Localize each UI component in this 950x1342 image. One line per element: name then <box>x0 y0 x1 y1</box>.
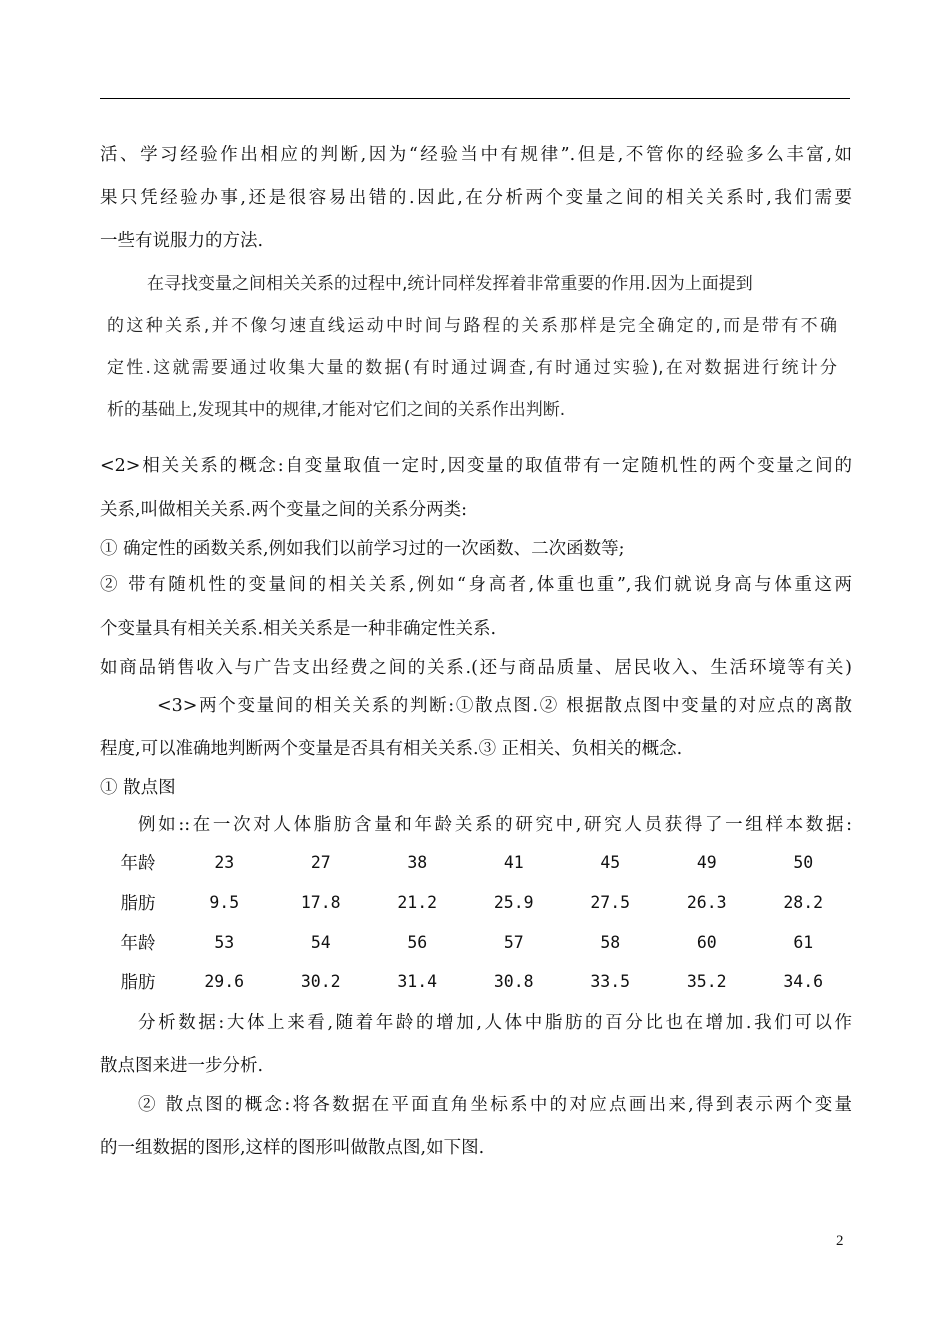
judgement-line: ① 散点图 <box>100 778 176 798</box>
quoted-paragraph-line: 的这种关系,并不像匀速直线运动中时间与路程的关系那样是完全确定的,而是带有不确 <box>107 316 837 336</box>
scatter-concept-line: ② 散点图的概念:将各数据在平面直角坐标系中的对应点画出来,得到表示两个变量 <box>138 1095 852 1115</box>
header-rule <box>100 98 850 99</box>
table-cell: 30.8 <box>493 972 534 992</box>
table-cell: 30.2 <box>300 972 341 992</box>
table-cell: 33.5 <box>590 972 631 992</box>
table-cell: 53 <box>214 932 235 952</box>
table-cell: 38 <box>407 853 428 873</box>
paragraph-line: 一些有说服力的方法. <box>100 231 264 251</box>
table-cell: 34.6 <box>783 972 824 992</box>
table-cell: 58 <box>600 932 621 952</box>
table-cell: 25.9 <box>493 893 534 913</box>
table-cell: 9.5 <box>209 893 240 913</box>
table-cell: 41 <box>503 853 524 873</box>
table-cell: 56 <box>407 932 428 952</box>
table-cell: 29.6 <box>204 972 245 992</box>
sample-data-table <box>100 843 852 1002</box>
judgement-line: <3>两个变量间的相关关系的判断:①散点图.② 根据散点图中变量的对应点的离散 <box>157 696 852 716</box>
quoted-paragraph-line: 定性.这就需要通过收集大量的数据(有时通过调查,有时通过实验),在对数据进行统计分 <box>107 358 837 378</box>
concept-line: ① 确定性的函数关系,例如我们以前学习过的一次函数、二次函数等; <box>100 539 625 559</box>
table-cell: 17.8 <box>300 893 341 913</box>
table-cell: 61 <box>793 932 814 952</box>
table-cell: 50 <box>793 853 814 873</box>
concept-line: <2>相关关系的概念:自变量取值一定时,因变量的取值带有一定随机性的两个变量之间的 <box>100 456 852 476</box>
scatter-concept-line: 的一组数据的图形,这样的图形叫做散点图,如下图. <box>100 1138 485 1158</box>
quoted-paragraph-line: 析的基础上,发现其中的规律,才能对它们之间的关系作出判断. <box>107 400 566 420</box>
row-header: 年龄 <box>120 854 156 875</box>
quoted-paragraph-line: 在寻找变量之间相关关系的过程中,统计同样发挥着非常重要的作用.因为上面提到 <box>147 274 753 294</box>
row-header: 脂肪 <box>120 973 156 994</box>
table-cell: 26.3 <box>686 893 727 913</box>
table-row <box>100 962 852 1002</box>
table-cell: 57 <box>503 932 524 952</box>
concept-line: 个变量具有相关关系.相关关系是一种非确定性关系. <box>100 619 497 639</box>
row-header: 脂肪 <box>120 894 156 915</box>
table-cell: 49 <box>696 853 717 873</box>
table-cell: 31.4 <box>397 972 438 992</box>
table-cell: 60 <box>696 932 717 952</box>
row-header: 年龄 <box>120 933 156 954</box>
table-cell: 28.2 <box>783 893 824 913</box>
table-cell: 23 <box>214 853 235 873</box>
analysis-line: 分析数据:大体上来看,随着年龄的增加,人体中脂肪的百分比也在增加.我们可以作 <box>138 1013 852 1033</box>
table-row <box>100 922 852 962</box>
page-number: 2 <box>836 1233 844 1249</box>
table-row <box>100 843 852 883</box>
table-cell: 45 <box>600 853 621 873</box>
table-cell: 27.5 <box>590 893 631 913</box>
concept-line: 关系,叫做相关关系.两个变量之间的关系分两类: <box>100 500 468 520</box>
concept-line: 如商品销售收入与广告支出经费之间的关系.(还与商品质量、居民收入、生活环境等有关) <box>100 658 852 678</box>
table-row <box>100 883 852 923</box>
concept-line: ② 带有随机性的变量间的相关关系,例如“身高者,体重也重”,我们就说身高与体重这两 <box>100 575 852 595</box>
table-cell: 35.2 <box>686 972 727 992</box>
table-cell: 54 <box>310 932 331 952</box>
analysis-line: 散点图来进一步分析. <box>100 1056 264 1076</box>
judgement-line: 程度,可以准确地判断两个变量是否具有相关关系.③ 正相关、负相关的概念. <box>100 739 683 759</box>
judgement-line: 例如::在一次对人体脂肪含量和年龄关系的研究中,研究人员获得了一组样本数据: <box>138 815 852 835</box>
paragraph-line: 果只凭经验办事,还是很容易出错的.因此,在分析两个变量之间的相关关系时,我们需要 <box>100 188 852 208</box>
table-cell: 21.2 <box>397 893 438 913</box>
table-cell: 27 <box>310 853 331 873</box>
paragraph-line: 活、学习经验作出相应的判断,因为“经验当中有规律”.但是,不管你的经验多么丰富,如 <box>100 145 852 165</box>
